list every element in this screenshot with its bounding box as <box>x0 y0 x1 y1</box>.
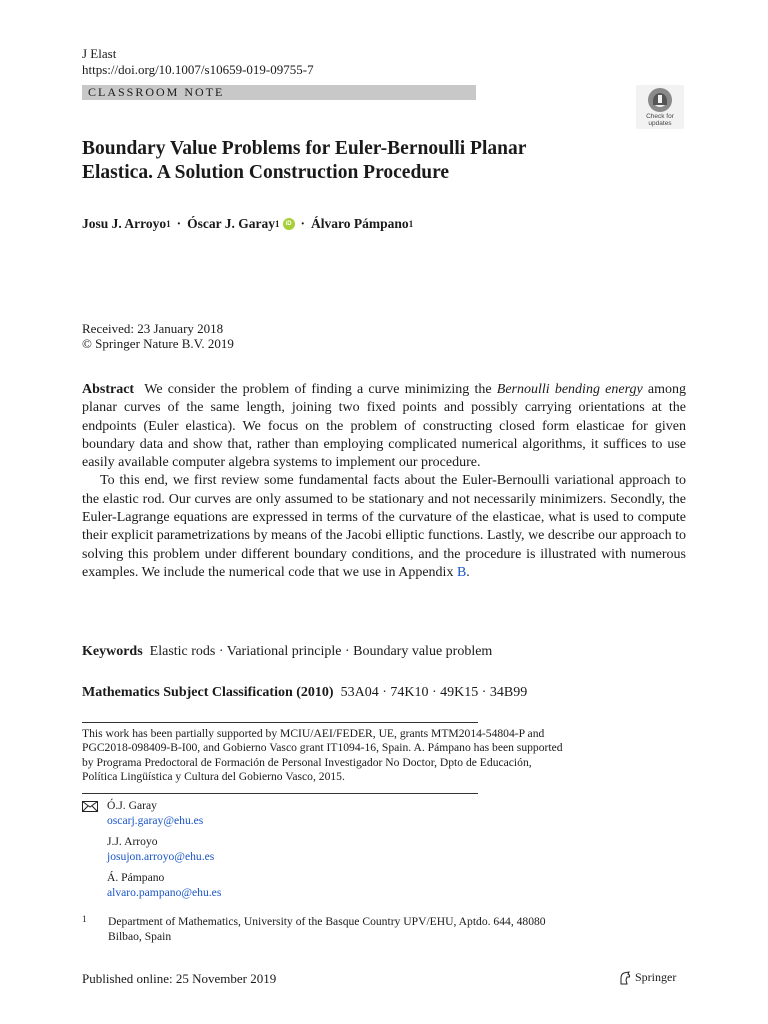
contact-list <box>82 799 221 907</box>
orcid-icon[interactable]: iD <box>283 218 295 230</box>
affiliation-line: Department of Mathematics, University of the Basque Country UPV/EHU, Aptdo. 644, 48080 <box>108 915 546 928</box>
author-separator: · <box>176 216 182 231</box>
msc-label: Mathematics Subject Classification (2010) <box>82 685 334 700</box>
author-list <box>82 216 413 232</box>
doi-link[interactable]: https://doi.org/10.1007/s10659-019-09755-7 <box>82 62 314 77</box>
contact-name: Á. Pámpano <box>107 871 165 884</box>
envelope-icon <box>82 801 98 812</box>
abstract-text: We consider the problem of finding a curve minimizing the <box>144 382 492 397</box>
keywords <box>82 644 492 660</box>
abstract-paragraph-2 <box>82 472 686 582</box>
copyright-line: © Springer Nature B.V. 2019 <box>82 336 234 351</box>
publisher-name: Springer <box>635 970 677 984</box>
check-updates-icon <box>647 87 673 113</box>
contact-item <box>107 799 221 828</box>
abstract <box>82 381 686 582</box>
article-dates <box>82 321 234 351</box>
author-affiliation-mark: 1 <box>275 219 280 229</box>
contact-name: Ó.J. Garay <box>107 799 157 812</box>
author-separator: · <box>300 216 306 231</box>
author-name: Álvaro Pámpano <box>311 216 409 231</box>
msc-classification <box>82 685 527 701</box>
check-for-updates-badge[interactable] <box>636 85 684 129</box>
contact-item <box>107 871 221 900</box>
abstract-text: To this end, we first review some fundamental facts about the Euler-Bernoulli variational approach to the elastic rod. Our curves are only assumed to be stationary and not necessarily minimizers. Secondly, the Euler-Lagrange equations are expressed in terms of the curvature of the elasticae, what is used to compute their explicit parametrizations by means of the Jacobi elliptic functions. Lastly, we describe our approach to solving this problem under different boundary conditions, and the procedure is illustrated with numerous examples. We include the numerical code that we use in Appendix <box>82 473 686 580</box>
funding-line: This work has been partially supported by MCIU/AEI/FEDER, UE, grants MTM2014-54804-P and <box>82 727 545 740</box>
check-updates-label-1: Check for <box>646 113 674 120</box>
affiliation <box>82 915 682 944</box>
footnote-divider <box>82 722 478 723</box>
received-date: Received: 23 January 2018 <box>82 321 224 336</box>
abstract-label: Abstract <box>82 382 135 397</box>
abstract-paragraph-1 <box>82 381 686 472</box>
affiliation-number: 1 <box>82 914 87 924</box>
publisher-logo <box>618 970 676 985</box>
springer-horse-icon <box>618 971 632 985</box>
contact-item <box>107 835 221 864</box>
journal-header <box>82 46 314 78</box>
msc-codes: 53A04 · 74K10 · 49K15 · 34B99 <box>340 685 528 700</box>
affiliation-line: Bilbao, Spain <box>108 929 172 943</box>
author-name: Óscar J. Garay <box>187 216 276 231</box>
title-line-2: Elastica. A Solution Construction Procedure <box>82 162 450 183</box>
funding-line: PGC2018-098409-B-I00, and Gobierno Vasco grant IT1094-16, Spain. A. Pámpano has been supported <box>82 741 563 755</box>
keywords-text: Elastic rods · Variational principle · Boundary value problem <box>149 644 493 659</box>
article-category-banner: CLASSROOM NOTE <box>82 85 476 100</box>
published-date: Published online: 25 November 2019 <box>82 971 277 986</box>
contact-email[interactable]: alvaro.pampano@ehu.es <box>107 885 222 899</box>
keywords-label: Keywords <box>82 644 143 659</box>
check-updates-label-2: updates <box>648 120 672 127</box>
contact-email[interactable]: oscarj.garay@ehu.es <box>107 813 204 827</box>
author-name: Josu J. Arroyo <box>82 216 167 231</box>
journal-name: J Elast <box>82 46 117 61</box>
contact-name: J.J. Arroyo <box>107 835 158 848</box>
abstract-text: . <box>466 564 470 580</box>
funding-line: by Programa Predoctoral de Formación de Personal Investigador No Doctor, Dpto de Educación, <box>82 755 532 769</box>
funding-note <box>82 727 672 785</box>
author-affiliation-mark: 1 <box>408 219 414 229</box>
title-line-1: Boundary Value Problems for Euler-Bernoulli Planar <box>82 138 527 159</box>
contact-email[interactable]: josujon.arroyo@ehu.es <box>107 849 215 863</box>
article-title <box>82 137 642 185</box>
abstract-emphasis: Bernoulli bending energy <box>496 382 643 397</box>
funding-line: Política Lingüística y Cultura del Gobierno Vasco, 2015. <box>82 770 345 784</box>
appendix-link[interactable]: B <box>456 564 467 580</box>
author-affiliation-mark: 1 <box>166 219 171 229</box>
abstract-text: among planar curves of the same length, joining two fixed points and possibly carrying orientations at the endpoints (Euler elastica). We focus on the problem of constructing closed form elasticae for given boundary data and show that, rather than employing complicated numerical algorithms, it suffices to use easily available computer algebra systems to implement our procedure. <box>82 382 687 471</box>
footnote-divider <box>82 793 478 794</box>
